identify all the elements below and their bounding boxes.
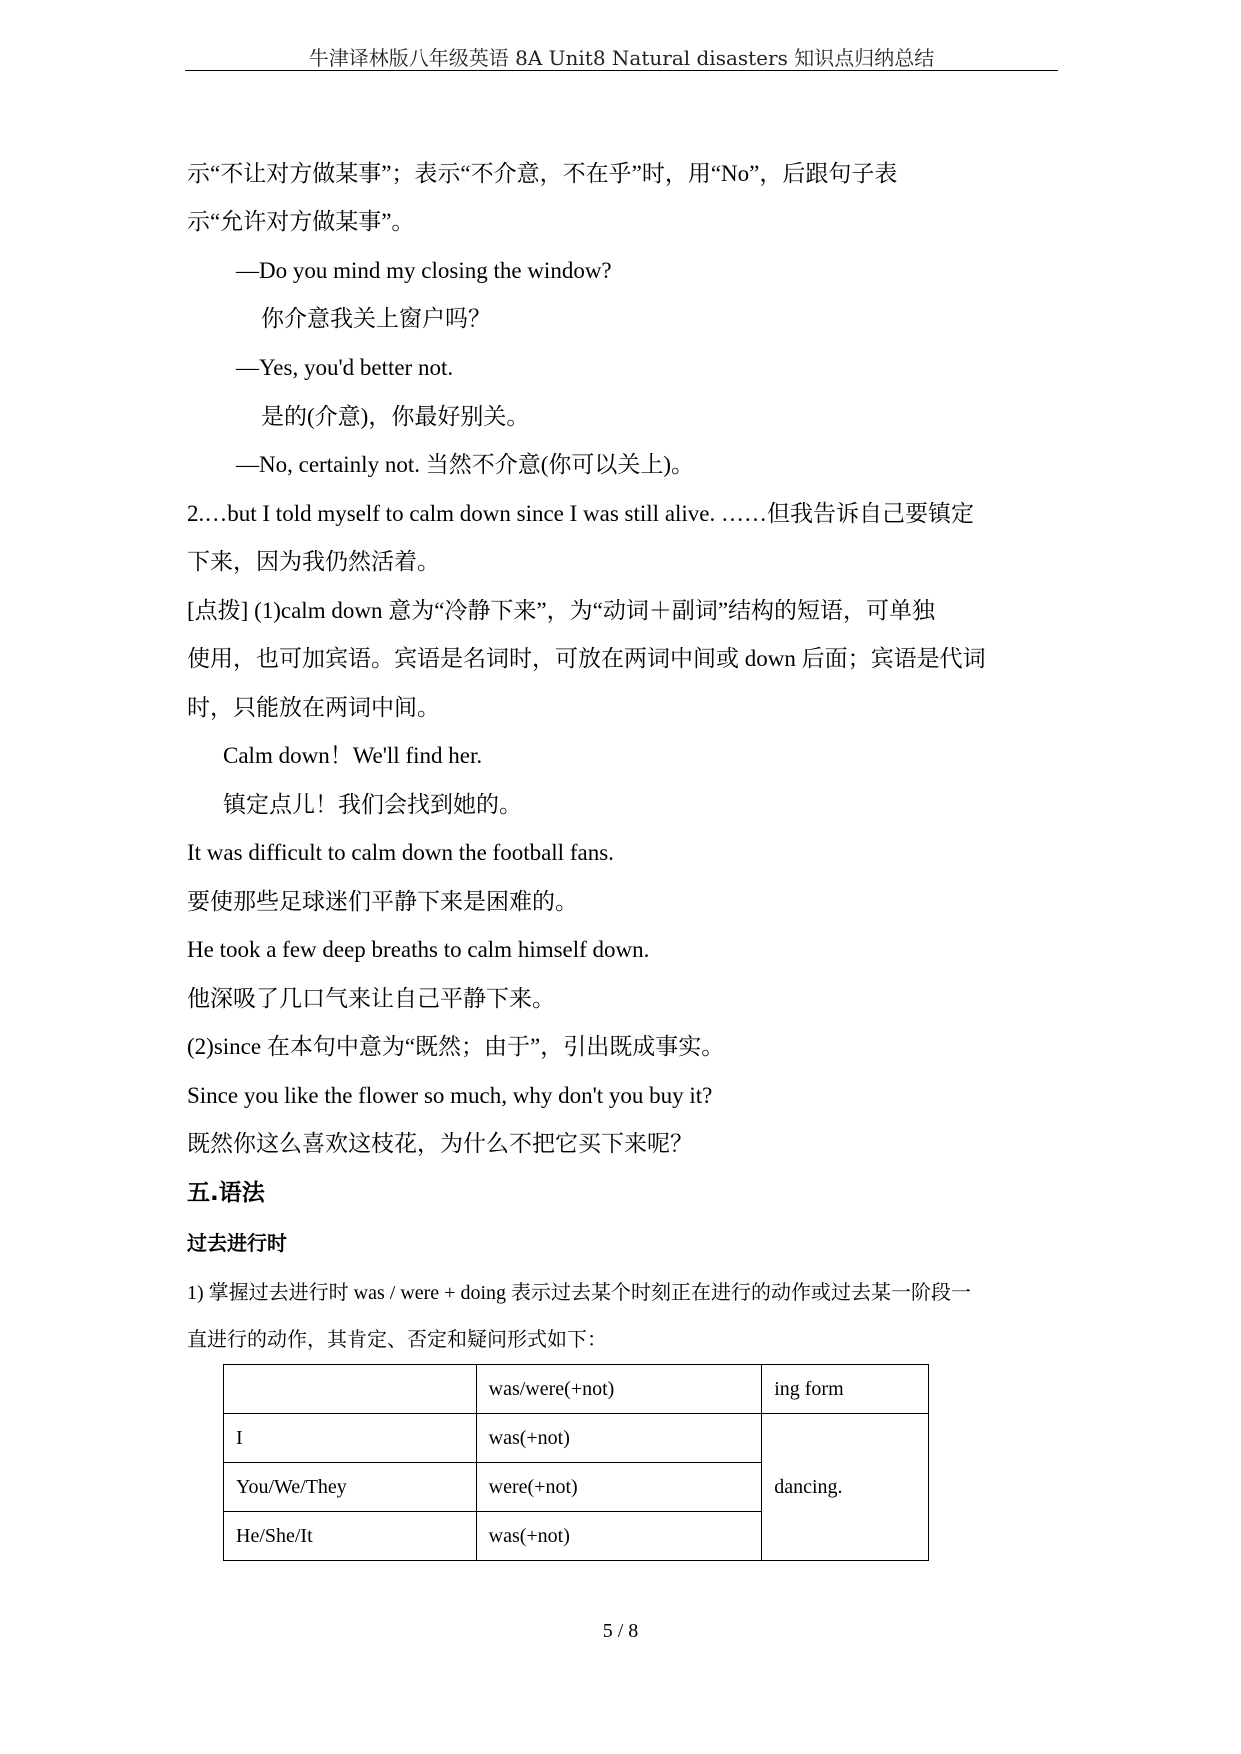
tip-since: (2)since 在本句中意为“既然；由于”，引出既成事实。 bbox=[187, 1034, 725, 1059]
table-header-cell: ing form bbox=[762, 1365, 929, 1414]
text-line: 下来，因为我仍然活着。 bbox=[187, 549, 440, 574]
dialogue-question: —Do you mind my closing the window? bbox=[236, 258, 612, 283]
tip-calm-down: [点拨] (1)calm down 意为“冷静下来”，为“动词＋副词”结构的短语，可单独 bbox=[187, 598, 936, 623]
table-header-cell bbox=[224, 1365, 477, 1414]
example-sentence: It was difficult to calm down the football fans. bbox=[187, 840, 614, 865]
example-translation: 要使那些足球迷们平静下来是困难的。 bbox=[187, 889, 578, 914]
example-translation: 镇定点儿！我们会找到她的。 bbox=[223, 792, 522, 817]
page-number: 5 / 8 bbox=[602, 1620, 639, 1642]
table-cell-subject: You/We/They bbox=[224, 1463, 477, 1512]
example-sentence: Calm down！We'll find her. bbox=[223, 743, 483, 768]
table-header-cell: was/were(+not) bbox=[476, 1365, 762, 1414]
text-line: 示“不让对方做某事”；表示“不介意，不在乎”时，用“No”，后跟句子表 bbox=[187, 161, 898, 186]
text-line: 示“允许对方做某事”。 bbox=[187, 209, 415, 234]
example-sentence: He took a few deep breaths to calm himself down. bbox=[187, 937, 650, 962]
text-line: 使用，也可加宾语。宾语是名词时，可放在两词中间或 down 后面；宾语是代词 bbox=[187, 646, 986, 671]
example-translation: 既然你这么喜欢这枝花，为什么不把它买下来呢？ bbox=[187, 1131, 693, 1156]
grammar-rule-line: 直进行的动作，其肯定、否定和疑问形式如下： bbox=[187, 1329, 607, 1351]
table-cell-verb: were(+not) bbox=[476, 1463, 762, 1512]
table-cell-verb: was(+not) bbox=[476, 1512, 762, 1561]
point-2-sentence: 2.…but I told myself to calm down since I was still alive. ……但我告诉自己要镇定 bbox=[187, 501, 975, 526]
subsection-title: 过去进行时 bbox=[187, 1231, 287, 1255]
dialogue-answer-yes: —Yes, you'd better not. bbox=[236, 355, 454, 380]
table-header-row bbox=[224, 1365, 929, 1414]
grammar-rule-line: 1) 掌握过去进行时 was / were + doing 表示过去某个时刻正在进行的动作或过去某一阶段一 bbox=[187, 1282, 972, 1304]
table-row bbox=[224, 1414, 929, 1463]
page-header-title: 牛津译林版八年级英语 8A Unit8 Natural disasters 知识点归纳总结 bbox=[308, 46, 935, 70]
table-cell-subject: I bbox=[224, 1414, 477, 1463]
table-cell-ing-form: dancing. bbox=[762, 1414, 929, 1561]
table-cell-verb: was(+not) bbox=[476, 1414, 762, 1463]
past-continuous-table bbox=[223, 1364, 929, 1561]
header-divider bbox=[185, 70, 1058, 71]
dialogue-translation: 是的(介意)，你最好别关。 bbox=[261, 404, 530, 429]
example-sentence: Since you like the flower so much, why don't you buy it? bbox=[187, 1083, 713, 1108]
section-title: 五.语法 bbox=[187, 1180, 265, 1206]
example-translation: 他深吸了几口气来让自己平静下来。 bbox=[187, 986, 555, 1011]
dialogue-answer-no: —No, certainly not. 当然不介意(你可以关上)。 bbox=[236, 452, 695, 477]
table-cell-subject: He/She/It bbox=[224, 1512, 477, 1561]
dialogue-translation: 你介意我关上窗户吗？ bbox=[261, 306, 491, 331]
text-line: 时，只能放在两词中间。 bbox=[187, 695, 440, 720]
